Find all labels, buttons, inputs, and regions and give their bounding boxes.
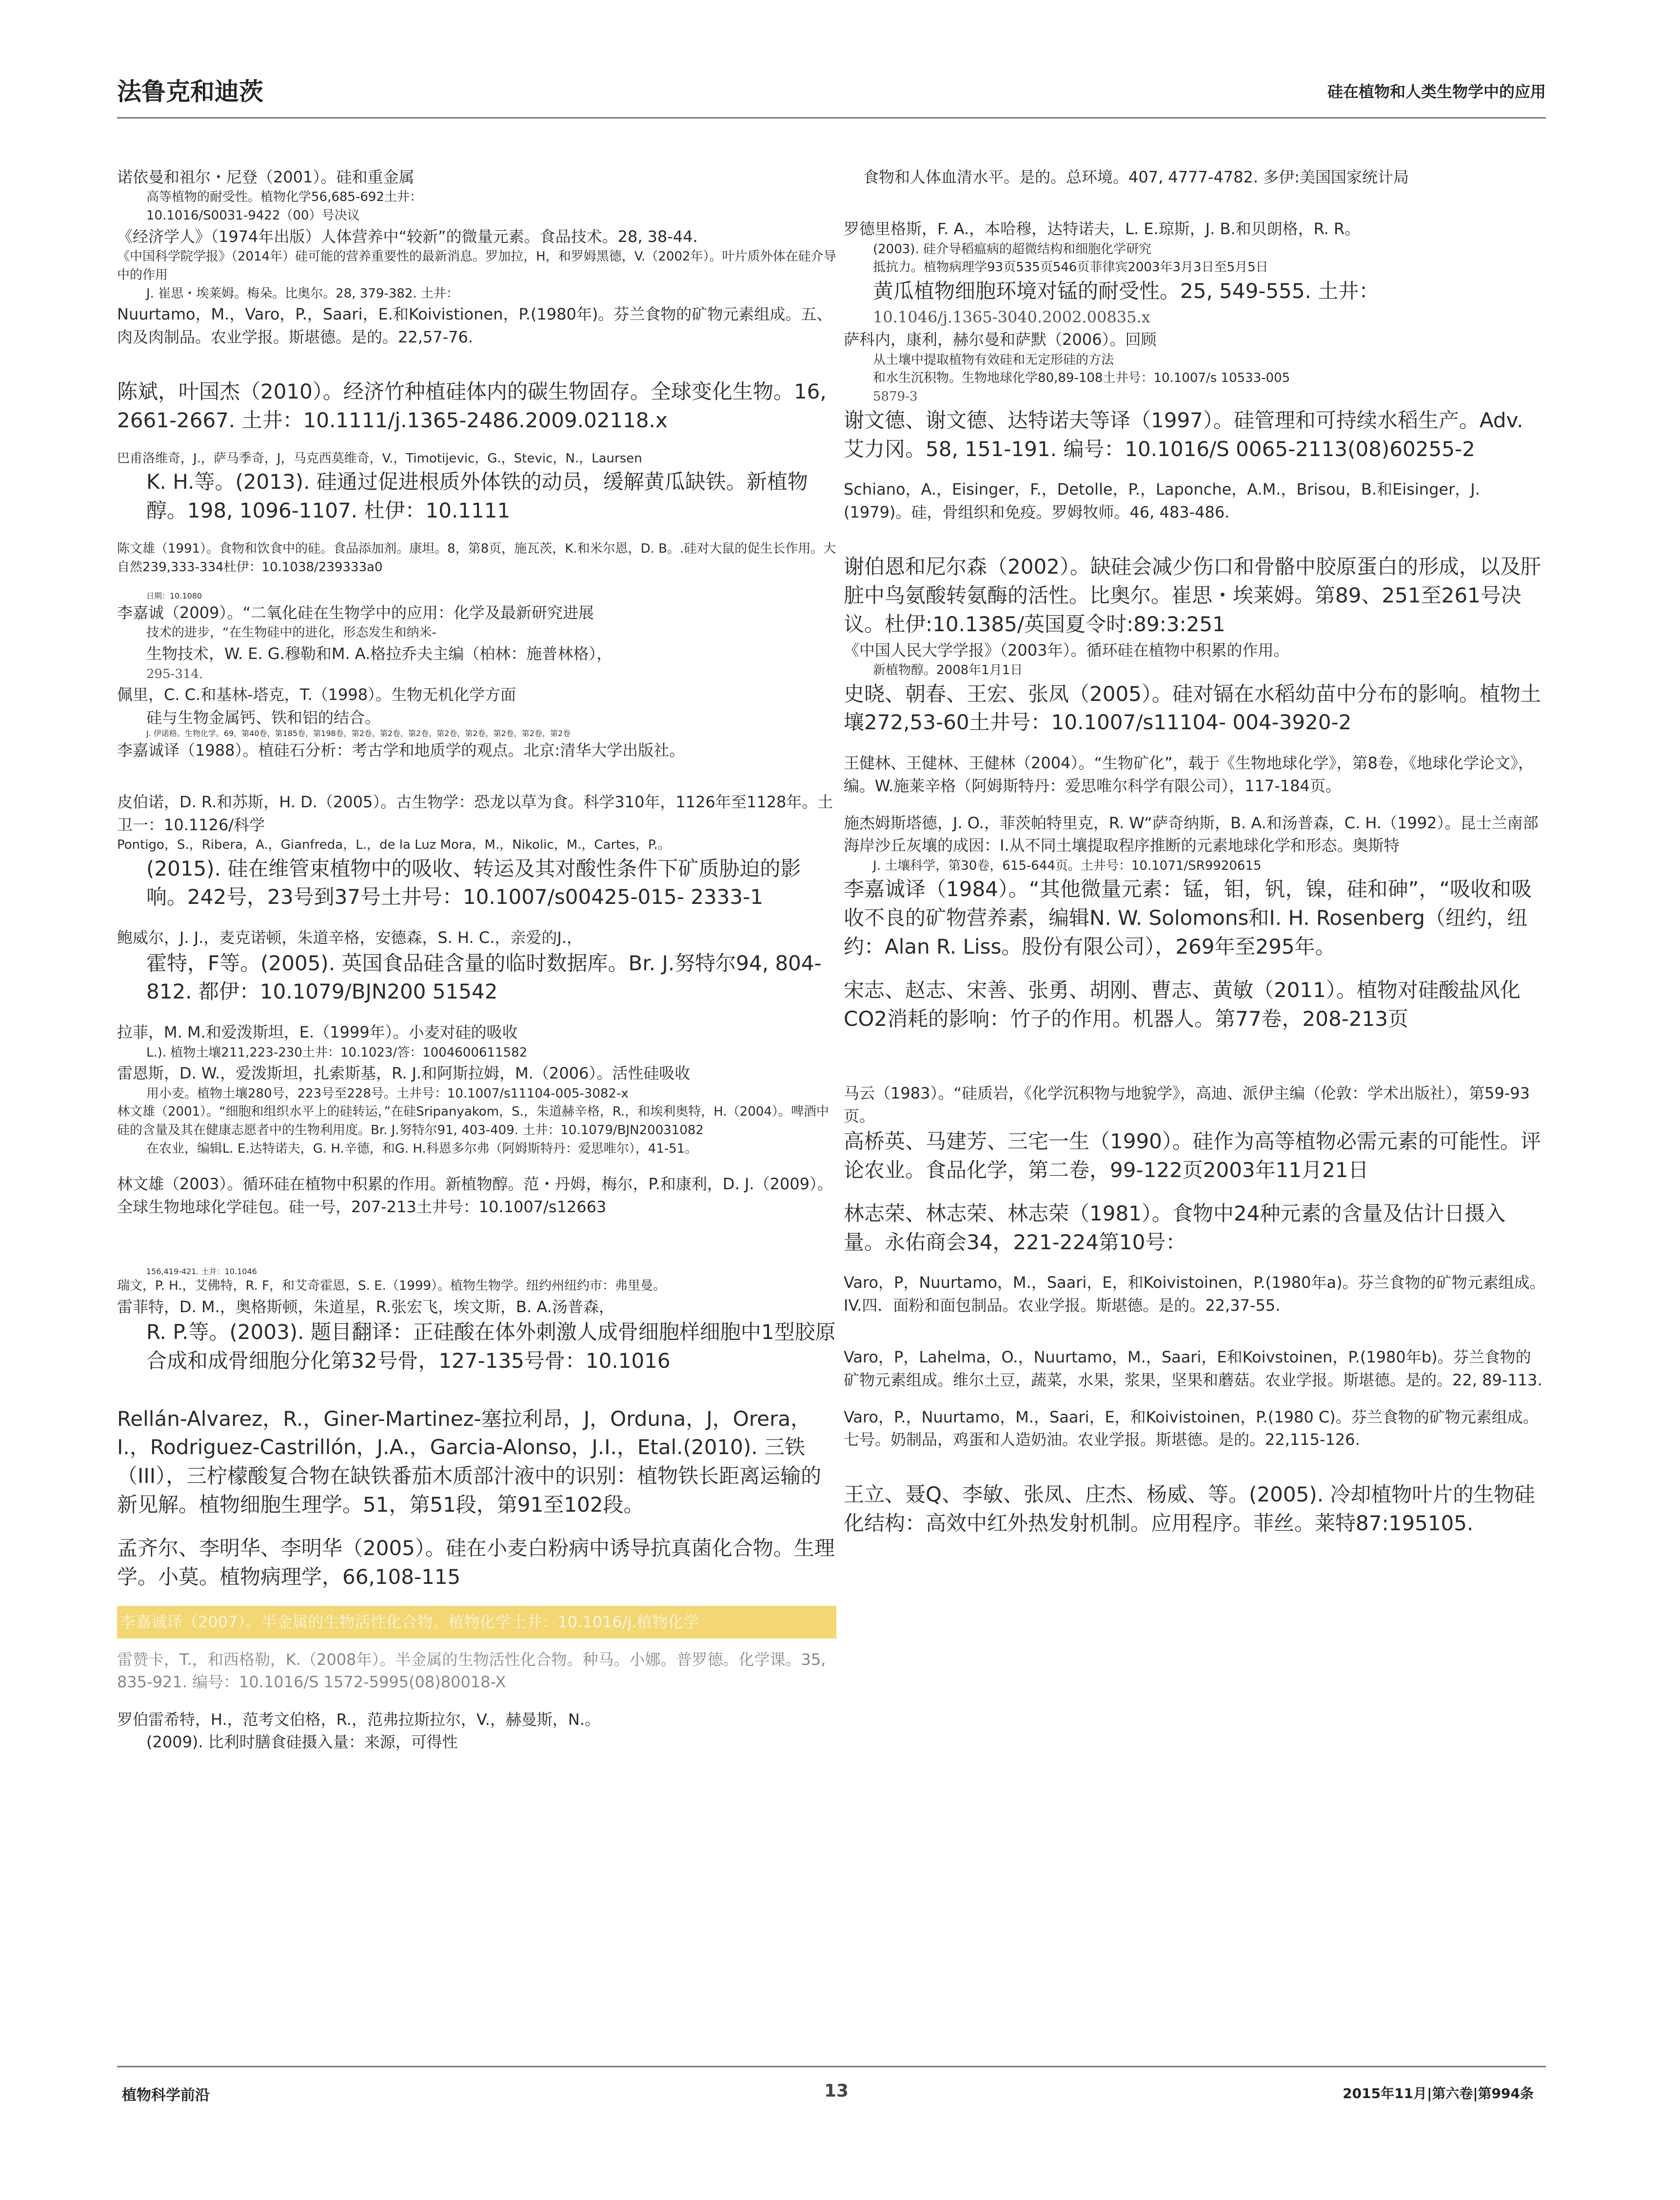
- reference-entry: 李嘉诚译（1988）。植硅石分析：考古学和地质学的观点。北京:清华大学出版社。: [117, 740, 685, 760]
- right-reference-column: [844, 166, 1546, 1538]
- reference-entry: 马云（1983）。“硅质岩，《化学沉积物与地貌学》，高迪、派伊主编（伦敦：学术出版社），第59-93页。: [844, 1084, 1530, 1125]
- reference-entry: 施杰姆斯塔德，J. O.，菲茨帕特里克，R. W“萨奇纳斯，B. A.和汤普森，C. H.（1992）。昆士兰南部海岸沙丘灰壤的成因：I.从不同土壤提取程序推断的元素地球化学和形态。奥斯特: [844, 814, 1539, 855]
- reference-entry: Varo，P，Lahelma，O.，Nuurtamo，M.，Saari，E和Koivstoinen，P.(1980年b)。芬兰食物的矿物元素组成。维尔土豆，蔬菜，水果，浆果，坚果和蘑菇。农业学报。斯堪德。是的。22, 89-113.: [844, 1348, 1542, 1389]
- running-head-title: 硅在植物和人类生物学中的应用: [1327, 82, 1546, 101]
- reference-entry: 霍特，F等。(2005). 英国食品硅含量的临时数据库。Br. J.努特尔94, 804-812. 都伊：10.1079/BJN200 51542: [146, 951, 822, 1004]
- reference-entry: 诺依曼和祖尔・尼登（2001）。硅和重金属: [117, 168, 415, 186]
- reference-entry: 雷赞卡，T.，和西格勒，K.（2008年）。半金属的生物活性化合物。种马。小娜。普罗德。化学课。35, 835-921. 编号：10.1016/S 1572-5995(08)80018-X: [117, 1650, 826, 1692]
- footer-divider: [117, 2066, 1546, 2067]
- reference-entry: (2015). 硅在维管束植物中的吸收、转运及其对酸性条件下矿质胁迫的影响。242号，23号到37号土井号：10.1007/s00425-015- 2333-1: [146, 856, 801, 909]
- page-number: 13: [824, 2081, 849, 2101]
- reference-entry: Schiano，A.，Eisinger，F.，Detolle，P.，Laponche，A.M.，Brisou，B.和Eisinger，J.(1979)。硅，骨组织和免疫。罗姆牧师。46, 483-486.: [844, 480, 1480, 521]
- reference-entry: 在农业，编辑L. E.达特诺夫，G. H.辛德，和G. H.科恩多尔弗（阿姆斯特丹：爱思唯尔），41-51。: [146, 1141, 698, 1156]
- reference-entry: 《中国人民大学学报》（2003年）。循环硅在植物中积累的作用。: [844, 640, 1289, 660]
- reference-entry: 林志荣、林志荣、林志荣（1981）。食物中24种元素的含量及估计日摄入量。永佑商会34，221-224第10号：: [844, 1201, 1506, 1254]
- running-head-authors: 法鲁克和迪茨: [117, 78, 263, 106]
- reference-entry: 王健林、王健林、王健林（2004）。“生物矿化”，载于《生物地球化学》，第8卷，《地球化学论文》，编。W.施莱辛格（阿姆斯特丹：爱思唯尔科学有限公司），117-184页。: [844, 754, 1534, 795]
- reference-entry: 巴甫洛维奇，J.，萨马季奇，J，马克西莫维奇，V.，Timotijevic，G.，Stevic，N.，Laursen: [117, 451, 642, 466]
- reference-entry: Rellán-Alvarez，R.，Giner-Martinez-塞拉利昂，J，Orduna，J，Orera，I.，Rodriguez-Castrillón，J.A.，Garcia-Alonso，J.I.，Etal.(2010). 三铁（III），三柠檬酸复合物在缺铁番茄木质部汁液中的识别：植物铁长距离运输的新见解。植物细胞生理学。51，第51段，第91至102段。: [117, 1406, 822, 1517]
- reference-entry: 雷恩斯，D. W.，爱泼斯坦，扎索斯基，R. J.和阿斯拉姆，M.（2006）。活性硅吸收: [117, 1064, 691, 1083]
- header-divider: [117, 117, 1546, 119]
- reference-entry: 谢文德、谢文德、达特诺夫等译（1997）。硅管理和可持续水稻生产。Adv. 艾力冈。58, 151-191. 编号：10.1016/S 0065-2113(08)60255-2: [844, 408, 1523, 461]
- reference-entry: 食物和人体血清水平。是的。总环境。407, 4777-4782. 多伊:美国国家统计局: [863, 168, 1409, 186]
- reference-entry: 李嘉诚（2009）。“二氧化硅在生物学中的应用：化学及最新研究进展: [117, 603, 594, 622]
- reference-entry: 黄瓜植物细胞环境对锰的耐受性。25, 549-555. 土井：: [873, 279, 1380, 303]
- reference-entry: 孟齐尔、李明华、李明华（2005）。硅在小麦白粉病中诱导抗真菌化合物。生理学。小莫。植物病理学，66,108-115: [117, 1536, 835, 1589]
- left-reference-column: [117, 166, 836, 1753]
- issue-info: 2015年11月|第六卷|第994条: [1343, 2085, 1534, 2101]
- reference-entry: 李嘉诚译（1984）。“其他微量元素：锰，钼，钒，镍，硅和砷”，“吸收和吸收不良的矿物营养素，编辑N. W. Solomons和I. H. Rosenberg（纽约，纽约：Alan R. Liss。股份有限公司），269年至295年。: [844, 877, 1532, 959]
- reference-entry: (2003). 硅介导稻瘟病的超微结构和细胞化学研究: [873, 241, 1151, 257]
- reference-entry: K. H.等。(2013). 硅通过促进根质外体铁的动员，缓解黄瓜缺铁。新植物醇。198, 1096-1107. 杜伊：10.1111: [146, 470, 808, 523]
- reference-entry: J. 土壤科学，第30卷，615-644页。土井号：10.1071/SR9920615: [873, 858, 1262, 873]
- reference-entry: 萨科内，康利，赫尔曼和萨默（2006）。回顾: [844, 330, 1157, 349]
- reference-entry: Varo，P.，Nuurtamo，M.，Saari，E，和Koivistoinen，P.(1980 C)。芬兰食物的矿物元素组成。七号。奶制品，鸡蛋和人造奶油。农业学报。斯堪德。是的。22,115-126.: [844, 1408, 1539, 1449]
- reference-entry: (2009). 比利时膳食硅摄入量：来源，可得性: [146, 1733, 458, 1752]
- reference-entry: 295-314.: [146, 666, 203, 681]
- reference-entry: 高桥英、马建芳、三宅一生（1990）。硅作为高等植物必需元素的可能性。评论农业。食品化学，第二卷，99-122页2003年11月21日: [844, 1129, 1541, 1182]
- reference-entry: 陈斌，叶国杰（2010）。经济竹种植硅体内的碳生物固存。全球变化生物。16, 2661-2667. 土井：10.1111/j.1365-2486.2009.02118.x: [117, 380, 827, 432]
- reference-entry: 从土壤中提取植物有效硅和无定形硅的方法: [873, 352, 1114, 367]
- reference-entry: 高等植物的耐受性。植物化学56,685-692土井：: [146, 190, 422, 205]
- highlighted-reference: 李嘉诚译（2007）。半金属的生物活性化合物。植物化学土井：10.1016/j.植物化学: [117, 1606, 836, 1638]
- reference-entry: 10.1046/j.1365-3040.2002.00835.x: [873, 307, 1150, 326]
- reference-entry: 生物技术，W. E. G.穆勒和M. A.格拉乔夫主编（柏林：施普林格），: [146, 644, 613, 663]
- journal-name: 植物科学前沿: [122, 2087, 210, 2104]
- reference-entry: J. 崔思・埃莱姆。梅朵。比奥尔。28, 379-382. 土井：: [146, 286, 459, 301]
- reference-entry: R. P.等。(2003). 题目翻译：正硅酸在体外刺激人成骨细胞样细胞中1型胶原合成和成骨细胞分化第32号骨，127-135号骨：10.1016: [146, 1320, 836, 1373]
- reference-entry: 抵抗力。植物病理学93页535页546页菲律宾2003年3月3日至5月5日: [873, 260, 1268, 275]
- reference-entry: 陈文雄（1991）。食物和饮食中的硅。食品添加剂。康坦。8，第8页，施瓦茨，K.和米尔恩，D. B。.硅对大鼠的促生长作用。大自然239,333-334杜伊：10.1038/239333a0: [117, 541, 836, 575]
- reference-entry: 佩里，C. C.和基林-塔克，T.（1998）。生物无机化学方面: [117, 685, 516, 704]
- reference-entry: 和水生沉积物。生物地球化学80,89-108土井号：10.1007/s 10533-005: [873, 371, 1290, 386]
- reference-entry: 《中国科学院学报》（2014年）硅可能的营养重要性的最新消息。罗加拉，H，和罗姆黑德，V.（2002年）。叶片质外体在硅介导中的作用: [117, 249, 836, 282]
- reference-entry: 雷菲特，D. M.，奥格斯顿，朱道星，R.张宏飞，埃文斯，B. A.汤普森，: [117, 1297, 614, 1316]
- reference-entry: Pontigo，S.，Ribera，A.，Gianfreda，L.，de la Luz Mora，M.，Nikolic，M.，Cartes，P.。: [117, 837, 671, 852]
- reference-entry: 日期：10.1080: [146, 591, 202, 601]
- reference-entry: 《经济学人》（1974年出版）人体营养中“较新”的微量元素。食品技术。28, 38-44.: [117, 227, 698, 246]
- reference-entry: 林文雄（2003）。循环硅在植物中积累的作用。新植物醇。范・丹姆，梅尔，P.和康利，D. J.（2009）。全球生物地球化学硅包。硅一号，207-213土井号：10.1007/s12663: [117, 1175, 833, 1216]
- reference-entry: L.). 植物土壤211,223-230土井：10.1023/答：1004600611582: [146, 1045, 528, 1060]
- reference-entry: 宋志、赵志、宋善、张勇、胡刚、曹志、黄敏（2011）。植物对硅酸盐风化CO2消耗的影响：竹子的作用。机器人。第77卷，208-213页: [844, 978, 1521, 1031]
- reference-entry: 10.1016/S0031-9422（00）号决议: [146, 208, 360, 223]
- reference-entry: 拉菲，M. M.和爱泼斯坦，E.（1999年）。小麦对硅的吸收: [117, 1023, 518, 1042]
- reference-entry: 鲍威尔，J. J.，麦克诺顿，朱道辛格，安德森，S. H. C.，亲爱的J.，: [117, 928, 583, 947]
- reference-entry: 谢伯恩和尼尔森（2002）。缺硅会减少伤口和骨骼中胶原蛋白的形成，以及肝脏中鸟氨酸转氨酶的活性。比奥尔。崔思・埃莱姆。第89、251至261号决议。杜伊:10.1385/英国夏令时:89:3:251: [844, 555, 1541, 636]
- reference-entry: J. 伊诺格。生物化学。69，第40卷，第185卷，第198卷，第2卷，第2卷，第2卷，第2卷，第2卷，第2卷，第2卷，第2卷: [146, 728, 571, 738]
- reference-entry: 技术的进步，“在生物硅中的进化，形态发生和纳米-: [146, 625, 436, 640]
- reference-entry: 新植物醇。2008年1月1日: [873, 662, 1023, 678]
- reference-entry: 王立、聂Q、李敏、张凤、庄杰、杨威、等。(2005). 冷却植物叶片的生物硅化结构：高效中红外热发射机制。应用程序。菲丝。莱特87:195105.: [844, 1482, 1535, 1535]
- reference-entry: 皮伯诺，D. R.和苏斯，H. D.（2005）。古生物学：恐龙以草为食。科学310年，1126年至1128年。土卫一：10.1126/科学: [117, 793, 833, 834]
- reference-entry: 5879-3: [873, 389, 918, 404]
- reference-entry: 史晓、朝春、王宏、张凤（2005）。硅对镉在水稻幼苗中分布的影响。植物土壤272,53-60土井号：10.1007/s11104- 004-3920-2: [844, 681, 1541, 735]
- reference-entry: 用小麦。植物土壤280号，223号至228号。土井号：10.1007/s11104-005-3082-x: [146, 1086, 629, 1101]
- reference-entry: Varo，P，Nuurtamo，M.，Saari，E，和Koivistoinen，P.(1980年a)。芬兰食物的矿物元素组成。IV.四．面粉和面包制品。农业学报。斯堪德。是的。22,37-55.: [844, 1273, 1545, 1315]
- reference-entry: 156,419-421. 土井：10.1046: [146, 1267, 257, 1277]
- reference-entry: 罗伯雷希特，H.，范考文伯格，R.，范弗拉斯拉尔，V.，赫曼斯，N.。: [117, 1710, 600, 1729]
- reference-entry: Nuurtamo，M.，Varo，P.，Saari，E.和Koivistionen，P.(1980年)。芬兰食物的矿物元素组成。五、肉及肉制品。农业学报。斯堪德。是的。22,57-76.: [117, 305, 832, 346]
- reference-entry: 硅与生物金属钙、铁和铝的结合。: [146, 708, 381, 727]
- reference-entry: 林文雄（2001）。“细胞和组织水平上的硅转运，”在硅Sripanyakom，S.，朱道赫辛格，R.，和埃利奥特，H.（2004）。啤酒中硅的含量及其在健康志愿者中的生物利用度。Br. J.努特尔91, 403-409. 土井：10.1079/BJN20031082: [117, 1104, 829, 1138]
- reference-entry: 罗德里格斯，F. A.，本哈穆，达特诺夫，L. E.琼斯，J. B.和贝朗格，R. R。: [844, 220, 1361, 239]
- reference-entry: 瑞文，P. H.，艾佛特，R. F，和艾奇霍恩，S. E.（1999）。植物生物学。纽约州纽约市：弗里曼。: [117, 1279, 666, 1294]
